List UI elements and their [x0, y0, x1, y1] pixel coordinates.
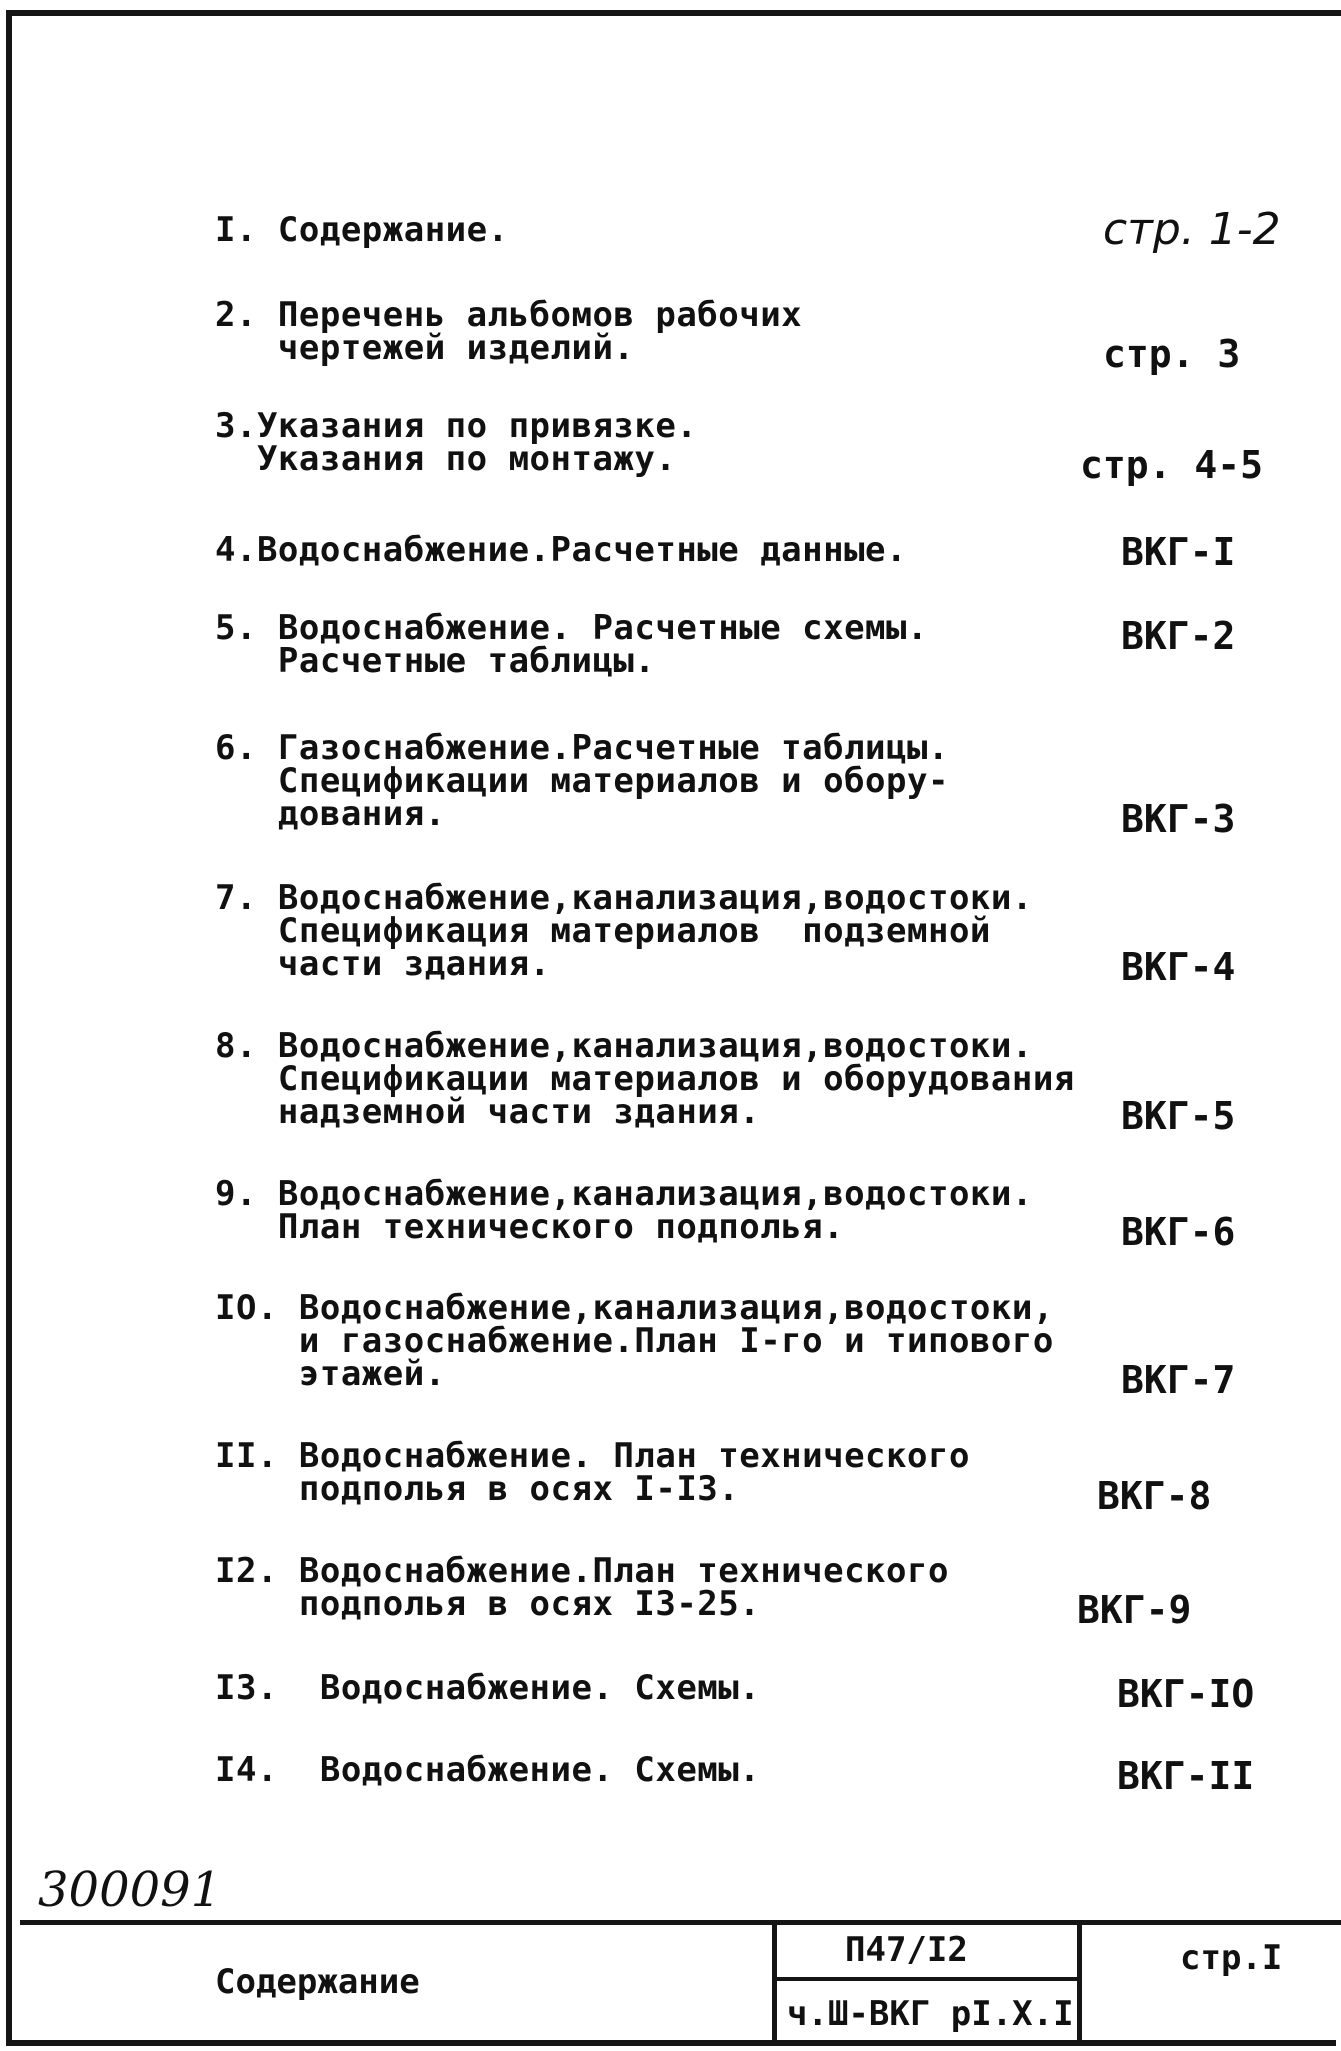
title-block-name: Содержание — [215, 1962, 420, 2002]
title-block-divider-2 — [1077, 1920, 1082, 2046]
entry-1-ref: стр. 1-2 — [1103, 204, 1281, 255]
entry-11: II. Водоснабжение. План технического подполья в осях I-I3. — [215, 1436, 970, 1509]
title-block-top-rule — [20, 1920, 1341, 1925]
entry-4-ref: ВКГ-I — [1121, 530, 1236, 574]
entry-9-ref: ВКГ-6 — [1121, 1210, 1236, 1254]
entry-12: I2. Водоснабжение.План технического подполья в осях I3-25. — [215, 1551, 949, 1624]
entry-12-ref: ВКГ-9 — [1077, 1588, 1192, 1632]
entry-8: 8. Водоснабжение,канализация,водостоки. Спецификации материалов и оборудования надземной части здания. — [215, 1026, 1075, 1132]
entry-3-ref: стр. 4-5 — [1080, 443, 1264, 487]
entry-10: IO. Водоснабжение,канализация,водостоки, и газоснабжение.План I-го и типового этажей. — [215, 1288, 1054, 1394]
entry-3: 3.Указания по привязке. Указания по монтажу. — [215, 406, 698, 479]
entry-7: 7. Водоснабжение,канализация,водостоки. Спецификация материалов подземной части здания. — [215, 878, 1033, 984]
entry-11-ref: ВКГ-8 — [1097, 1474, 1212, 1518]
entry-2-ref: стр. 3 — [1103, 332, 1241, 376]
entry-2: 2. Перечень альбомов рабочих чертежей изделий. — [215, 295, 803, 368]
entry-7-ref: ВКГ-4 — [1121, 945, 1236, 989]
entry-1: I. Содержание. — [215, 210, 509, 250]
title-block-sheet: стр.I — [1180, 1938, 1283, 1978]
entry-13-ref: ВКГ-IO — [1117, 1672, 1255, 1716]
entry-14-ref: ВКГ-II — [1117, 1754, 1255, 1798]
title-block-mid-rule — [772, 1977, 1080, 1981]
entry-5-ref: ВКГ-2 — [1121, 614, 1236, 658]
entry-6-ref: ВКГ-3 — [1121, 797, 1236, 841]
title-block-code: П47/I2 — [845, 1930, 968, 1970]
entry-4: 4.Водоснабжение.Расчетные данные. — [215, 530, 908, 570]
title-block-part: ч.Ш-ВКГ рI.X.I — [787, 1994, 1074, 2034]
entry-9: 9. Водоснабжение,канализация,водостоки. План технического подполья. — [215, 1174, 1033, 1247]
entry-10-ref: ВКГ-7 — [1121, 1358, 1236, 1402]
inventory-number: 300091 — [38, 1862, 222, 1918]
title-block-divider-1 — [772, 1920, 777, 2046]
entry-8-ref: ВКГ-5 — [1121, 1094, 1236, 1138]
entry-6: 6. Газоснабжение.Расчетные таблицы. Спецификации материалов и обору- дования. — [215, 728, 949, 834]
entry-5: 5. Водоснабжение. Расчетные схемы. Расчетные таблицы. — [215, 608, 928, 681]
entry-13: I3. Водоснабжение. Схемы. — [215, 1668, 761, 1708]
entry-14: I4. Водоснабжение. Схемы. — [215, 1750, 761, 1790]
